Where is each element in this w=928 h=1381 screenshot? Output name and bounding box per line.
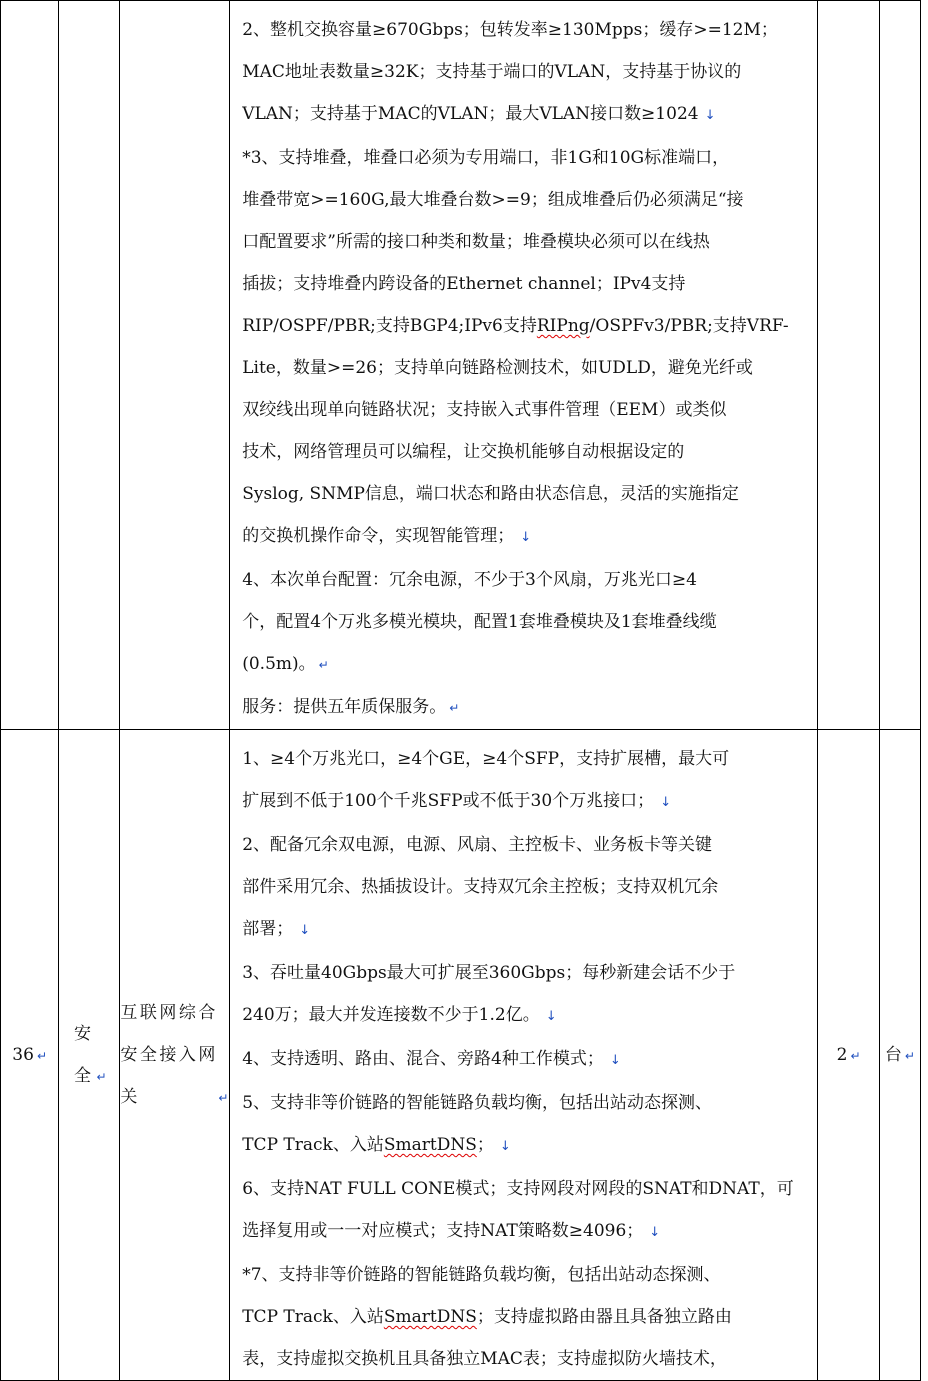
spec-line: 表，支持虚拟交换机且具备独立MAC表；支持虚拟防火墙技术， <box>242 1349 727 1369</box>
spec-line: 5、支持非等价链路的智能链路负载均衡，包括出站动态探测、 <box>242 1093 713 1113</box>
spec-line: 240万；最大并发连接数不少于1.2亿。 ↓ <box>242 1005 557 1025</box>
spec-cell <box>230 1 818 730</box>
spec-line: *7、支持非等价链路的智能链路负载均衡，包括出站动态探测、 <box>242 1265 721 1285</box>
item-unit: 台 <box>884 1044 902 1065</box>
index-cell <box>1 730 59 1381</box>
index-cell <box>1 1 59 730</box>
unit-cell <box>879 1 920 730</box>
spec-line: Lite，数量>=26；支持单向链路检测技术，如UDLD，避免光纤或 <box>242 358 753 378</box>
spec-line: MAC地址表数量≥32K；支持基于端口的VLAN，支持基于协议的 <box>242 62 742 82</box>
item-name: 互联网综合安全接入网关 <box>120 1002 216 1107</box>
spec-line: TCP Track、入站SmartDNS； ↓ <box>242 1135 511 1155</box>
line-end-icon: ↵ <box>96 1069 107 1084</box>
paragraph-arrow-icon: ↓ <box>545 1009 557 1024</box>
spec-line: 个，配置4个万兆多模光模块，配置1套堆叠模块及1套堆叠线缆 <box>242 612 717 632</box>
spec-line: 部件采用冗余、热插拔设计。支持双冗余主控板；支持双机冗余 <box>242 877 719 897</box>
line-end-icon: ↵ <box>449 701 460 715</box>
quantity-cell <box>818 730 879 1381</box>
spec-line: TCP Track、入站SmartDNS；支持虚拟路由器且具备独立路由 <box>242 1307 732 1327</box>
spec-line: 口配置要求”所需的接口种类和数量；堆叠模块必须可以在线热 <box>242 232 710 252</box>
spec-line: 的交换机操作命令，实现智能管理； ↓ <box>242 526 532 546</box>
line-end-icon: ↵ <box>850 1048 861 1063</box>
spec-line: RIP/OSPF/PBR;支持BGP4;IPv6支持RIPng/OSPFv3/PBR;支持VRF- <box>242 316 789 336</box>
spec-line: Syslog, SNMP信息，端口状态和路由状态信息，灵活的实施指定 <box>242 484 739 504</box>
item-category: 安全 <box>73 1023 91 1086</box>
spec-line: 3、吞吐量40Gbps最大可扩展至360Gbps；每秒新建会话不少于 <box>242 963 736 983</box>
line-end-icon: ↵ <box>318 658 329 672</box>
spec-line: 2、整机交换容量≥670Gbps；包转发率≥130Mpps；缓存>=12M； <box>242 20 778 40</box>
spec-line: 服务：提供五年质保服务。 ↵ <box>242 697 460 717</box>
spec-line: 插拔；支持堆叠内跨设备的Ethernet channel；IPv4支持 <box>242 274 686 294</box>
spec-text <box>230 1 817 729</box>
name-cell <box>119 1 230 730</box>
spec-line: 技术，网络管理员可以编程，让交换机能够自动根据设定的 <box>242 442 685 462</box>
table-row <box>1 1 921 730</box>
paragraph-arrow-icon: ↓ <box>660 795 672 810</box>
spec-line: 选择复用或一一对应模式；支持NAT策略数≥4096； ↓ <box>242 1221 661 1241</box>
line-end-icon: ↵ <box>904 1048 915 1063</box>
quantity-cell <box>818 1 879 730</box>
paragraph-arrow-icon: ↓ <box>520 530 532 545</box>
name-cell <box>119 730 230 1381</box>
spec-line: *3、支持堆叠，堆叠口必须为专用端口，非1G和10G标准端口， <box>242 148 730 168</box>
spec-line: 2、配备冗余双电源，电源、风扇、主控板卡、业务板卡等关键 <box>242 835 713 855</box>
category-cell <box>59 730 119 1381</box>
table-row <box>1 730 921 1381</box>
spec-line: (0.5m)。 ↵ <box>242 654 329 674</box>
spec-cell <box>230 730 818 1381</box>
spec-line: 堆叠带宽>=160G,最大堆叠台数>=9；组成堆叠后仍必须满足“接 <box>242 190 744 210</box>
item-quantity: 2 <box>836 1044 848 1065</box>
spec-line: VLAN；支持基于MAC的VLAN；最大VLAN接口数≥1024 ↓ <box>242 104 716 124</box>
spec-line: 6、支持NAT FULL CONE模式；支持网段对网段的SNAT和DNAT，可 <box>242 1179 794 1199</box>
category-cell <box>59 1 119 730</box>
paragraph-arrow-icon: ↓ <box>704 108 716 123</box>
paragraph-arrow-icon: ↓ <box>649 1225 661 1240</box>
unit-cell <box>879 730 920 1381</box>
spec-line: 4、本次单台配置：冗余电源，不少于3个风扇，万兆光口≥4 <box>242 570 697 590</box>
line-end-icon: ↵ <box>36 1048 47 1063</box>
spec-line: 1、≥4个万兆光口，≥4个GE，≥4个SFP，支持扩展槽，最大可 <box>242 749 730 769</box>
spec-text <box>230 730 817 1380</box>
spec-line: 部署； ↓ <box>242 919 311 939</box>
paragraph-arrow-icon: ↓ <box>299 923 311 938</box>
item-index: 36 <box>12 1044 34 1065</box>
paragraph-arrow-icon: ↓ <box>499 1139 511 1154</box>
spec-line: 双绞线出现单向链路状况；支持嵌入式事件管理（EEM）或类似 <box>242 400 727 420</box>
spec-line: 扩展到不低于100个千兆SFP或不低于30个万兆接口； ↓ <box>242 791 672 811</box>
line-end-icon: ↵ <box>218 1090 229 1105</box>
paragraph-arrow-icon: ↓ <box>609 1053 621 1068</box>
spec-line: 4、支持透明、路由、混合、旁路4种工作模式； ↓ <box>242 1049 621 1069</box>
